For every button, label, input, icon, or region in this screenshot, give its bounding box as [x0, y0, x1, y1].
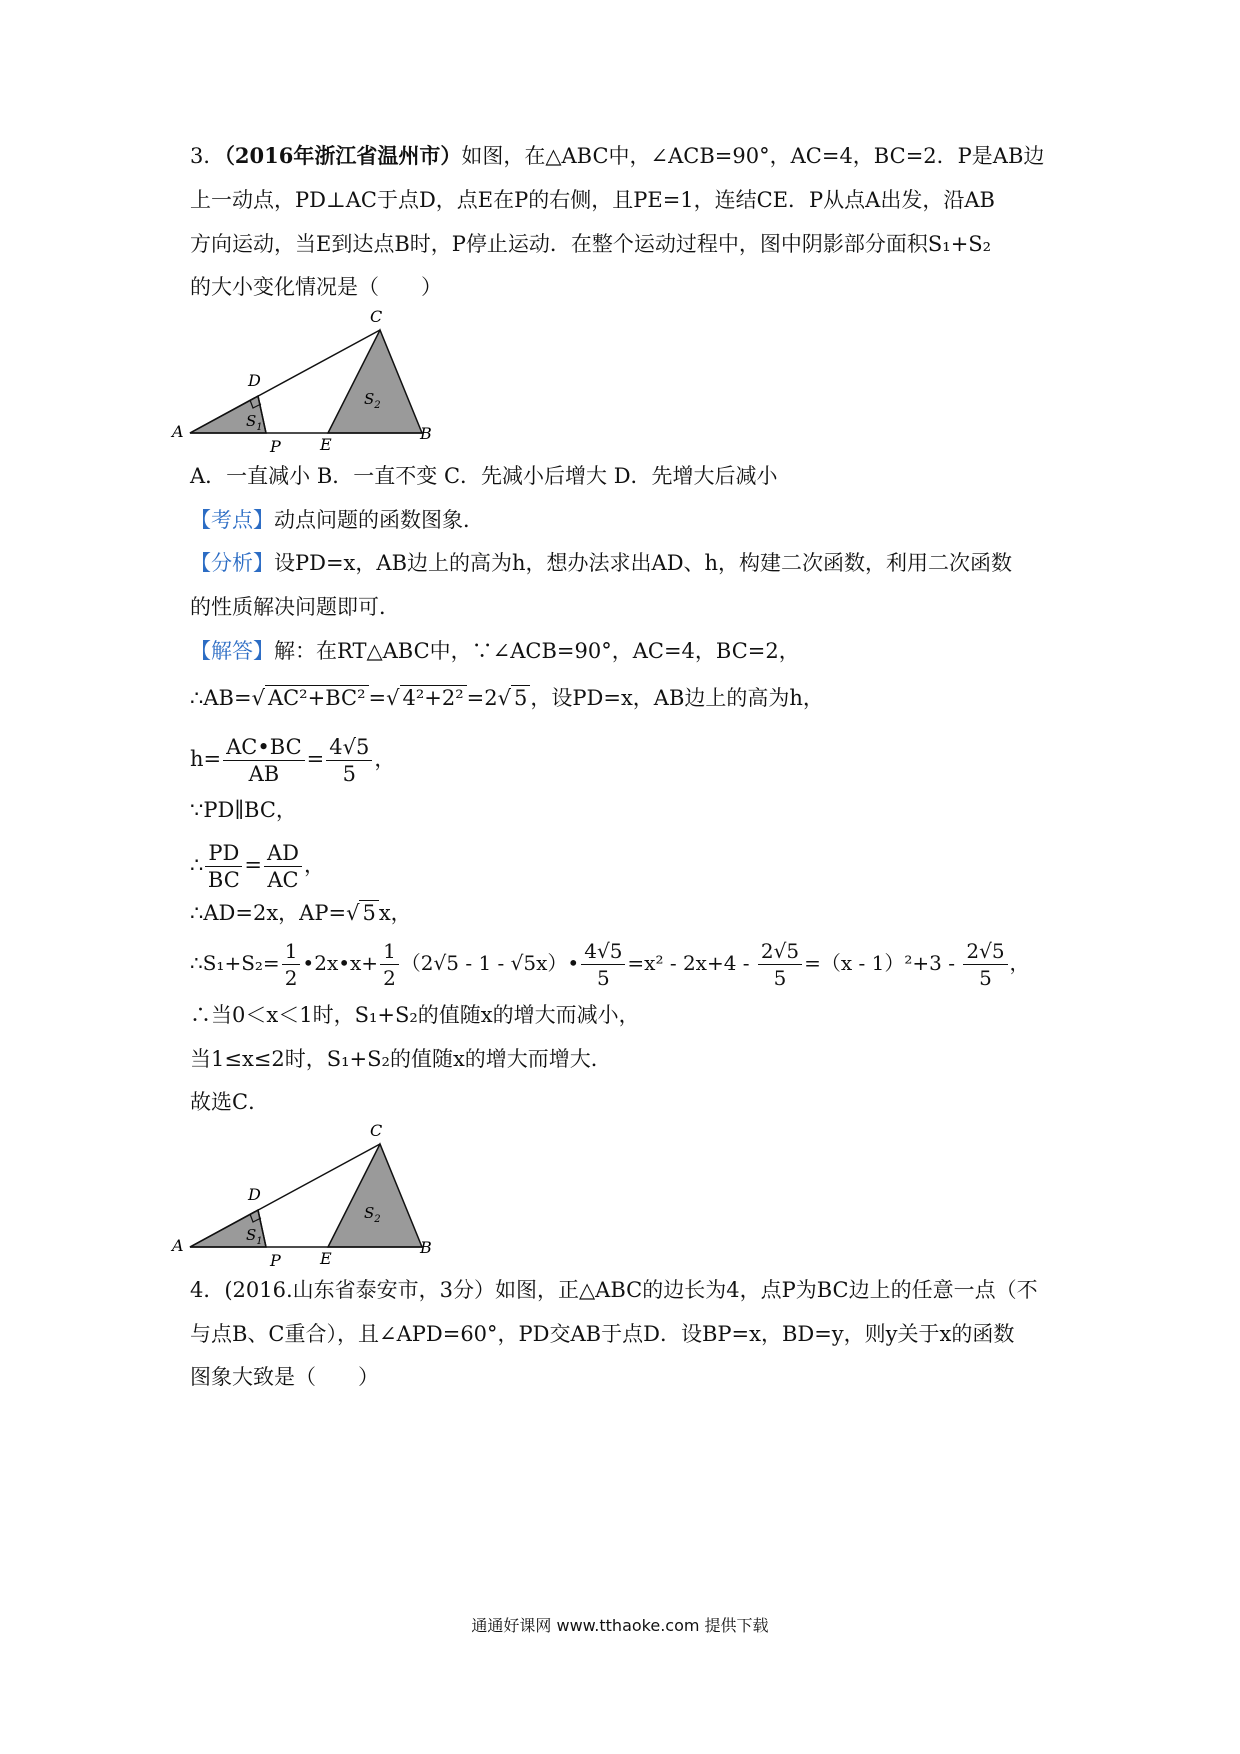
ratio-line: ∴ $\frac{PD}{BC}$ = $\frac{AD}{AC}$ ， — [190, 841, 325, 892]
height-fraction: $\frac{4√5}{5}$ — [581, 938, 625, 991]
label-a: A — [172, 1236, 184, 1255]
const-fraction-1: $\frac{2√5}{5}$ — [758, 938, 802, 991]
answer-line: 故选C． — [190, 1090, 270, 1114]
jieda-line — [190, 636, 800, 666]
kaodian-tag: 【考点】 — [190, 508, 274, 532]
area-formula-line: ∴S₁+S₂= $\frac{1}{2}$ •2x•x+ $\frac{1}{2}$ （2√5 - 1 - √5x）• $\frac{4√5}{5}$ =x² - 2x+4 - $\frac{2√5}{5}$ =（x - 1）²+3 - $\frac{2√5}{5}$ ， — [190, 939, 1030, 990]
q3-line-3: 方向运动，当E到达点B时，P停止运动．在整个运动过程中，图中阴影部分面积S₁+S₂ — [190, 232, 992, 256]
label-b: B — [420, 424, 432, 443]
label-s2: $S_2$ — [364, 1204, 381, 1225]
parallel-line: ∵PD∥BC， — [190, 798, 297, 822]
q3-line-2: 上一动点，PD⊥AC于点D，点E在P的右侧，且PE=1，连结CE．P从点A出发，沿AB — [190, 188, 995, 212]
sqrt-ab1: AC²+BC² — [265, 685, 369, 710]
jieda-text: 解：在RT△ABC中，∵∠ACB=90°，AC=4，BC=2， — [274, 639, 800, 663]
sqrt-5: 5 — [511, 685, 530, 710]
label-p: P — [270, 1251, 281, 1270]
q3-line-4: 的大小变化情况是（ ） — [190, 275, 442, 299]
ratio-fraction-1: $\frac{PD}{BC}$ — [205, 840, 242, 893]
q3-source: （2016年浙江省温州市） — [224, 143, 462, 168]
label-s2: $S_2$ — [364, 390, 381, 411]
const-fraction-2: $\frac{2√5}{5}$ — [963, 938, 1007, 991]
ab-line: ∴AB=√ AC²+BC² =√ 4²+2² =2√ 5 ，设PD=x，AB边上的高为h， — [190, 686, 824, 710]
h-fraction-1: $\frac{AC•BC}{AB}$ — [223, 734, 305, 787]
case-1-line: ∴当0＜x＜1时，S₁+S₂的值随x的增大而减小， — [190, 1003, 640, 1027]
fenxi-tag: 【分析】 — [190, 551, 274, 575]
shaded-region-s2 — [328, 1144, 422, 1247]
shaded-region-s2 — [328, 330, 422, 433]
h-line: h= $\frac{AC•BC}{AB}$ = $\frac{4√5}{5}$ ， — [190, 735, 396, 786]
case-2-line: 当1≤x≤2时，S₁+S₂的值随x的增大而增大． — [190, 1047, 612, 1071]
ratio-fraction-2: $\frac{AD}{AC}$ — [264, 840, 302, 893]
q3-text-1: 如图，在△ABC中，∠ACB=90°，AC=4，BC=2．P是AB边 — [461, 144, 1045, 168]
q3-line-1 — [190, 141, 1044, 171]
ad-line: ∴AD=2x，AP=√ 5 x， — [190, 901, 412, 925]
kaodian-line — [190, 505, 484, 535]
label-s1: $S_1$ — [246, 412, 263, 433]
fenxi-line-2: 的性质解决问题即可． — [190, 595, 400, 619]
jieda-tag: 【解答】 — [190, 639, 274, 663]
fenxi-line-1 — [190, 548, 1012, 578]
label-c: C — [370, 307, 383, 326]
h-fraction-2: $\frac{4√5}{5}$ — [326, 734, 372, 787]
sqrt-ab2: 4²+2² — [400, 685, 467, 710]
label-s1: $S_1$ — [246, 1226, 263, 1247]
label-c: C — [370, 1121, 383, 1140]
label-e: E — [320, 1249, 332, 1268]
q3-number: 3． — [190, 144, 225, 168]
page-footer: 通通好课网 www.tthaoke.com 提供下载 — [471, 1616, 769, 1635]
label-b: B — [420, 1238, 432, 1257]
half-fraction-2: $\frac{1}{2}$ — [380, 938, 399, 991]
fenxi-text-1: 设PD=x，AB边上的高为h，想办法求出AD、h，构建二次函数，利用二次函数 — [274, 551, 1013, 575]
label-d: D — [248, 1185, 261, 1204]
triangle-figure-2 — [172, 1114, 500, 1279]
kaodian-text: 动点问题的函数图象． — [274, 508, 484, 532]
half-fraction-1: $\frac{1}{2}$ — [282, 938, 301, 991]
q4-line-1: 4．(2016.山东省泰安市，3分）如图，正△ABC的边长为4，点P为BC边上的任意一点（不 — [190, 1278, 1038, 1302]
label-e: E — [320, 435, 332, 454]
label-p: P — [270, 437, 281, 456]
label-a: A — [172, 422, 184, 441]
q4-line-3: 图象大致是（ ） — [190, 1365, 379, 1389]
triangle-figure-1 — [172, 300, 500, 465]
q4-line-2: 与点B、C重合），且∠APD=60°，PD交AB于点D．设BP=x，BD=y，则y关于x的函数 — [190, 1322, 1015, 1346]
label-d: D — [248, 371, 261, 390]
q3-options: A．一直减小 B．一直不变 C．先减小后增大 D．先增大后减小 — [190, 464, 778, 488]
